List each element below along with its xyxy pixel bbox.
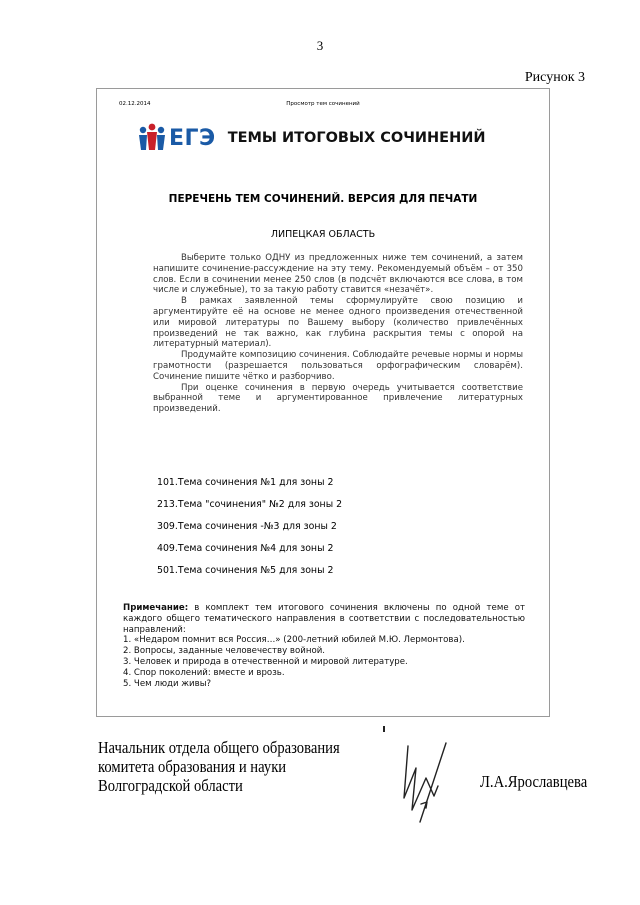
topic-item: 101.Тема сочинения №1 для зоны 2 xyxy=(157,477,334,488)
direction-item: 1. «Недаром помнит вся Россия…» (200-летний юбилей М.Ю. Лермонтова). xyxy=(123,635,465,646)
site-title: ТЕМЫ ИТОГОВЫХ СОЧИНЕНИЙ xyxy=(227,130,486,146)
note-block xyxy=(123,603,525,689)
instruction-paragraph: Продумайте композицию сочинения. Соблюдайте речевые нормы и нормы грамотности (разрешается пользоваться орфографическим словарём). Сочинение пишите чётко и разборчиво. xyxy=(153,350,523,382)
direction-item: 5. Чем люди живы? xyxy=(123,678,212,689)
print-date: 02.12.2014 xyxy=(119,101,151,107)
logo-text: ЕГЭ xyxy=(169,125,216,151)
instruction-paragraph: При оценке сочинения в первую очередь учитывается соответствие выбранной теме и аргументированное привлечение литературных произведений. xyxy=(153,382,523,415)
note-label: Примечание: xyxy=(123,603,189,613)
position-line: Волгоградской области xyxy=(98,776,243,795)
topic-item: 213.Тема "сочинения" №2 для зоны 2 xyxy=(157,499,343,510)
ege-people-logo-icon xyxy=(137,123,167,153)
direction-item: 2. Вопросы, заданные человечеству войной. xyxy=(123,646,326,657)
embedded-screenshot xyxy=(96,88,550,717)
topic-item: 501.Тема сочинения №5 для зоны 2 xyxy=(157,565,334,576)
topic-list xyxy=(157,477,342,587)
instruction-paragraph: Выберите только ОДНУ из предложенных ниже тем сочинений, а затем напишите сочинение-рассуждение на эту тему. Рекомендуемый объём – от 350 слов. Если в сочинении менее 250 слов (в подсчёт включаются все слова, в том числе и служебные), то за такую работу ставится «незачёт». xyxy=(153,253,523,296)
signer-name: Л.А.Ярославцева xyxy=(480,772,588,791)
site-logo xyxy=(137,123,486,153)
page-number: 3 xyxy=(316,38,324,53)
figure-caption: Рисунок 3 xyxy=(524,70,585,85)
topic-item: 409.Тема сочинения №4 для зоны 2 xyxy=(157,543,334,554)
handwritten-signature xyxy=(386,738,462,828)
note-text: в комплект тем итогового сочинения включены по одной теме от каждого общего тематического направления в соответствии с последовательностью направлений: xyxy=(123,603,525,635)
document-heading: ПЕРЕЧЕНЬ ТЕМ СОЧИНЕНИЙ. ВЕРСИЯ ДЛЯ ПЕЧАТИ xyxy=(168,193,478,205)
print-page-title: Просмотр тем сочинений xyxy=(286,101,360,107)
topic-item: 309.Тема сочинения -№3 для зоны 2 xyxy=(157,521,337,532)
ink-mark xyxy=(383,726,385,732)
signatory-position xyxy=(98,738,340,795)
position-line: комитета образования и науки xyxy=(98,757,287,776)
direction-item: 3. Человек и природа в отечественной и мировой литературе. xyxy=(123,656,408,667)
note-intro xyxy=(123,603,525,635)
instruction-paragraph: В рамках заявленной темы сформулируйте свою позицию и аргументируйте её на основе не менее одного произведения отечественной или мировой литературы по Вашему выбору (количество привлечённых произведений не так важно, как глубина раскрытия темы с опорой на литературный материал). xyxy=(153,296,523,350)
direction-list xyxy=(123,635,525,689)
instructions xyxy=(153,253,523,415)
direction-item: 4. Спор поколений: вместе и врозь. xyxy=(123,667,285,678)
region-name: ЛИПЕЦКАЯ ОБЛАСТЬ xyxy=(270,229,376,240)
position-line: Начальник отдела общего образования xyxy=(98,738,340,757)
